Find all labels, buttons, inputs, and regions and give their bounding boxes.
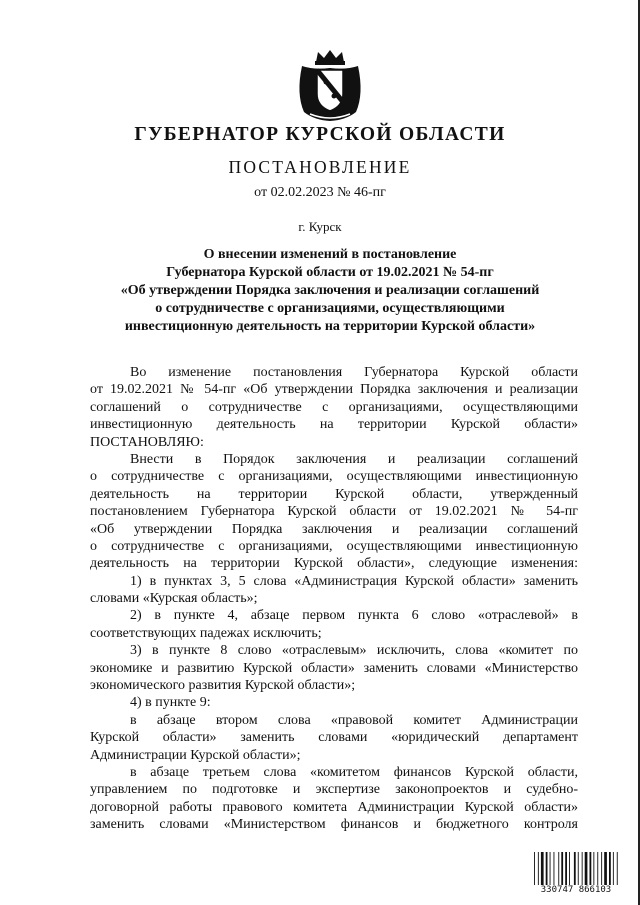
body-line: экономике и развитию Курской области» заменить словами «Министерство [90, 660, 578, 676]
barcode-number: 330747 866103 [533, 885, 619, 895]
body-line: инвестиционную деятельность на территории Курской области» [90, 417, 578, 433]
body-line: 2) в пункте 4, абзаце первом пункта 6 слово «отраслевой» в [130, 608, 578, 624]
document-city: г. Курск [298, 219, 342, 234]
title-line: инвестиционную деятельность на территории Курской области» [124, 319, 536, 334]
body-line: договорной работы правового комитета Администрации Курской области» [90, 799, 578, 815]
kursk-coat-of-arms-icon [296, 48, 364, 122]
body-line: заменить словами «Министерством финансов и бюджетного контроля [90, 817, 578, 833]
body-line: о сотрудничестве с организациями, осуществляющими инвестиционную [90, 538, 578, 554]
title-line: «Об утверждении Порядка заключения и реализации соглашений [120, 283, 540, 298]
body-line: 3) в пункте 8 слово «отраслевым» исключить, слова «комитет по [130, 643, 578, 659]
body-line: Внести в Порядок заключения и реализации соглашений [130, 451, 578, 467]
body-line: Администрации Курской области»; [90, 747, 301, 763]
body-line: Во изменение постановления Губернатора Курской области [130, 365, 578, 380]
body-line: деятельность на территории Курской области», следующие изменения: [90, 556, 578, 572]
document-body [90, 364, 578, 834]
document-title [60, 246, 600, 336]
document-number: от 02.02.2023 № 46-пг [254, 185, 386, 200]
body-line: постановлением Губернатора Курской области от 19.02.2021 № 54-пг [90, 504, 578, 520]
body-line: от 19.02.2021 № 54-пг «Об утверждении Порядка заключения и реализации [90, 382, 578, 398]
body-line: в абзаце втором слова «правовой комитет Администрации [130, 712, 578, 728]
body-line: в абзаце третьем слова «комитетом финансов Курской области, [130, 764, 578, 780]
document-type: ПОСТАНОВЛЕНИЕ [228, 157, 412, 177]
body-line: 1) в пунктах 3, 5 слова «Администрация Курской области» заменить [130, 573, 578, 589]
body-line: о сотрудничестве с организациями, осуществляющими инвестиционную [90, 469, 578, 485]
title-line: О внесении изменений в постановление [203, 247, 457, 262]
body-line: соответствующих падежах исключить; [90, 625, 322, 641]
body-line: ПОСТАНОВЛЯЮ: [90, 434, 204, 450]
body-line: экономического развития Курской области»; [90, 678, 356, 694]
body-line: Курской области» заменить словами «юридический департамент [90, 730, 578, 746]
body-line: 4) в пункте 9: [130, 695, 211, 711]
body-line: словами «Курская область»; [90, 591, 258, 607]
body-line: управлением по подготовке и экспертизе законопроектов и судебно- [90, 782, 578, 798]
body-line: деятельность на территории Курской области, утвержденный [90, 486, 578, 502]
title-line: о сотрудничестве с организациями, осуществляющими [155, 301, 505, 316]
title-line: Губернатора Курской области от 19.02.2021 № 54-пг [166, 265, 494, 280]
body-line: «Об утверждении Порядка заключения и реализации соглашений [90, 521, 578, 537]
body-line: соглашений о сотрудничестве с организациями, осуществляющими [90, 399, 578, 415]
governor-heading: ГУБЕРНАТОР КУРСКОЙ ОБЛАСТИ [134, 124, 506, 145]
